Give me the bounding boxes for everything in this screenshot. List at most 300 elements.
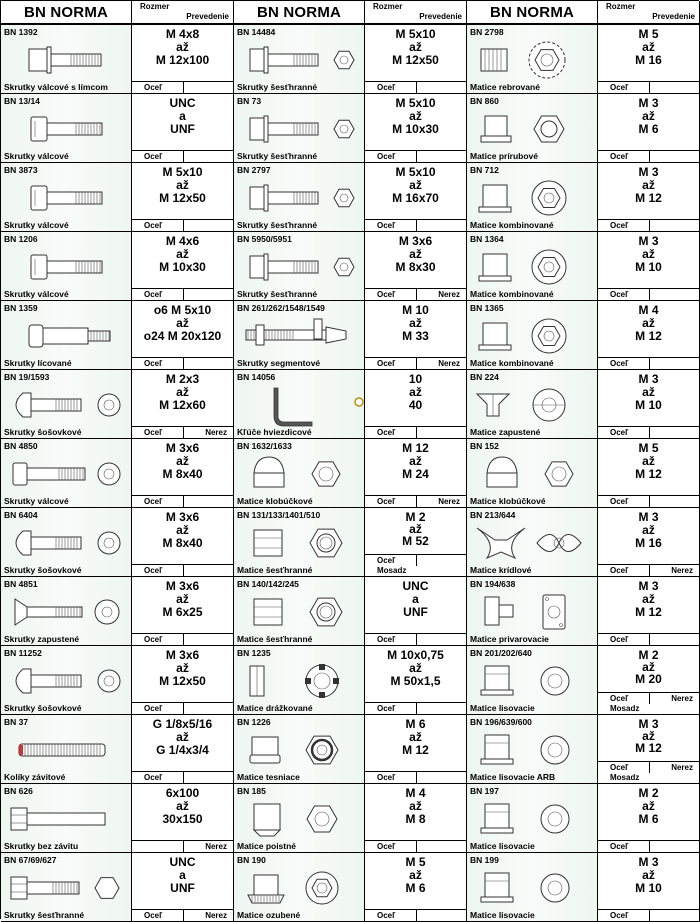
column-title: BN NORMA — [1, 1, 132, 25]
product-code: BN 140/142/245 — [237, 579, 299, 589]
product-name: Matice poistné — [237, 841, 297, 851]
material-row — [598, 150, 699, 162]
size-range — [132, 28, 233, 67]
material-steel: Oceľ — [610, 635, 629, 644]
variant-label: Prevedenie — [419, 12, 462, 21]
material-steel: Oceľ — [610, 842, 629, 851]
product-code: BN 199 — [470, 855, 499, 865]
material-steel: Oceľ — [144, 428, 163, 437]
size-connector: až — [176, 523, 189, 537]
cap-nut-icon — [467, 449, 598, 497]
product-name: Matice lisovacie ARB — [470, 772, 556, 782]
material-divider — [183, 358, 184, 369]
size-range — [365, 649, 466, 688]
product-code: BN 5950/5951 — [237, 234, 292, 244]
size-from: UNC — [169, 855, 196, 869]
product-name: Matice klobúčkové — [237, 496, 313, 506]
material-row — [365, 554, 466, 575]
product-cell — [234, 232, 365, 301]
product-code: BN 1226 — [237, 717, 271, 727]
size-connector: a — [412, 592, 419, 606]
catalog-row — [1, 508, 699, 577]
threaded-pin-icon — [1, 725, 132, 773]
material-steel: Oceľ — [377, 221, 396, 230]
size-to: M 10 — [635, 260, 662, 274]
product-cell — [467, 232, 598, 301]
material-row — [598, 761, 699, 782]
product-cell — [1, 370, 132, 439]
size-to: UNF — [170, 881, 195, 895]
size-from: M 4x6 — [165, 234, 200, 248]
size-label: Rozmer — [140, 2, 170, 11]
material-steel: Oceľ — [377, 497, 396, 506]
material-divider — [649, 841, 650, 852]
size-cell — [598, 94, 700, 163]
product-code: BN 261/262/1548/1549 — [237, 303, 325, 313]
size-label: Rozmer — [606, 2, 636, 11]
product-code: BN 213/644 — [470, 510, 516, 520]
material-steel: Oceľ — [144, 290, 163, 299]
size-cell — [132, 784, 234, 853]
size-cell — [132, 439, 234, 508]
size-from: o6 M 5x10 — [153, 303, 212, 317]
size-from: 6x100 — [165, 786, 200, 800]
material-row — [132, 909, 233, 921]
product-code: BN 14056 — [237, 372, 276, 382]
material-brass: Mosadz — [610, 704, 640, 713]
material-steel: Oceľ — [610, 290, 629, 299]
product-code: BN 1235 — [237, 648, 271, 658]
material-row — [132, 81, 233, 93]
size-range — [598, 856, 699, 895]
product-code: BN 626 — [4, 786, 33, 796]
product-code: BN 860 — [470, 96, 499, 106]
product-name: Skrutky šošovkové — [4, 703, 82, 713]
material-steel: Oceľ — [377, 773, 396, 782]
size-from: M 2 — [638, 648, 659, 662]
catalog-row — [1, 163, 699, 232]
product-cell — [467, 301, 598, 370]
size-to: M 12 — [635, 741, 662, 755]
product-cell — [1, 577, 132, 646]
cheese-head-screw-icon — [1, 449, 132, 497]
serrated-nut-icon — [467, 35, 598, 83]
size-from: M 3 — [638, 372, 659, 386]
product-cell — [1, 301, 132, 370]
size-range — [132, 511, 233, 550]
product-name: Skrutky šošovkové — [4, 565, 82, 575]
product-name: Matice tesniace — [237, 772, 300, 782]
product-name: Kolíky závitové — [4, 772, 66, 782]
column-subheader — [132, 1, 234, 25]
size-to: M 16 — [635, 53, 662, 67]
product-code: BN 37 — [4, 717, 29, 727]
size-from: M 3x6 — [165, 441, 200, 455]
material-row — [132, 219, 233, 231]
product-code: BN 190 — [237, 855, 266, 865]
size-cell — [598, 646, 700, 715]
size-to: M 12 — [635, 467, 662, 481]
size-range — [598, 580, 699, 619]
catalog-row — [1, 25, 699, 94]
size-cell — [132, 232, 234, 301]
size-range — [598, 373, 699, 412]
material-row — [365, 495, 466, 507]
size-to: M 12x50 — [392, 53, 439, 67]
material-steel: Oceľ — [144, 704, 163, 713]
size-connector: až — [176, 661, 189, 675]
material-steel: Oceľ — [144, 359, 163, 368]
product-name: Skrutky válcové — [4, 220, 69, 230]
material-row — [598, 357, 699, 369]
press-nut-icon — [467, 725, 598, 773]
product-name: Matice lisovacie — [470, 910, 535, 920]
column-title: BN NORMA — [467, 1, 598, 25]
size-to: M 12 — [635, 605, 662, 619]
size-connector: až — [642, 523, 655, 537]
size-to: G 1/4x3/4 — [156, 743, 209, 757]
material-row — [598, 219, 699, 231]
catalog-row — [1, 784, 699, 853]
product-name: Matice šesťhranné — [237, 565, 313, 575]
size-connector: až — [642, 109, 655, 123]
product-name: Skrutky lícované — [4, 358, 72, 368]
size-from: M 5x10 — [395, 27, 436, 41]
size-from: M 5 — [405, 855, 426, 869]
size-from: G 1/8x5/16 — [152, 717, 213, 731]
material-divider — [649, 634, 650, 645]
material-row — [598, 840, 699, 852]
size-cell — [598, 163, 700, 232]
material-brass: Mosadz — [610, 773, 640, 782]
product-cell — [1, 439, 132, 508]
material-row — [598, 426, 699, 438]
lock-nut-icon — [234, 794, 365, 842]
material-steel: Oceľ — [144, 566, 163, 575]
catalog-row — [1, 232, 699, 301]
size-range — [365, 718, 466, 757]
unthreaded-bolt-icon — [1, 794, 132, 842]
material-divider — [649, 358, 650, 369]
product-name: Skrutky válcové — [4, 289, 69, 299]
size-to: M 12 — [402, 743, 429, 757]
size-to: M 8x40 — [162, 536, 203, 550]
product-code: BN 11252 — [4, 648, 42, 658]
product-cell — [234, 25, 365, 94]
product-name: Skrutky zapustené — [4, 634, 80, 644]
material-steel: Oceľ — [610, 911, 629, 920]
size-range — [365, 235, 466, 274]
material-row — [132, 771, 233, 783]
size-cell — [598, 577, 700, 646]
material-divider — [416, 358, 417, 369]
size-connector: až — [642, 247, 655, 261]
size-connector: až — [642, 868, 655, 882]
size-cell — [365, 25, 467, 94]
size-range — [132, 787, 233, 826]
size-from: M 6 — [405, 717, 426, 731]
size-range — [132, 856, 233, 895]
material-steel: Oceľ — [377, 911, 396, 920]
size-from: M 5x10 — [162, 165, 203, 179]
material-steel: Oceľ — [377, 359, 396, 368]
torx-key-icon — [234, 380, 365, 428]
product-code: BN 1206 — [4, 234, 38, 244]
size-range — [132, 304, 233, 343]
product-cell — [234, 577, 365, 646]
material-divider — [649, 220, 650, 231]
product-name: Skrutky válcové — [4, 151, 69, 161]
product-name: Matice krídlové — [470, 565, 532, 575]
size-cell — [598, 439, 700, 508]
size-range — [132, 166, 233, 205]
material-divider — [183, 220, 184, 231]
size-range — [365, 166, 466, 205]
material-steel: Oceľ — [610, 428, 629, 437]
product-name: Skrutky válcové s límcom — [4, 82, 108, 92]
size-range — [598, 235, 699, 274]
press-nut-icon — [467, 863, 598, 911]
socket-cap-screw-icon — [1, 242, 132, 290]
product-cell — [467, 784, 598, 853]
size-from: M 5x10 — [395, 165, 436, 179]
size-range — [365, 28, 466, 67]
hex-flange-bolt-icon — [234, 173, 365, 221]
catalog-row — [1, 646, 699, 715]
material-row — [132, 288, 233, 300]
material-steel: Oceľ — [377, 290, 396, 299]
product-cell — [1, 25, 132, 94]
product-code: BN 712 — [470, 165, 499, 175]
product-code: BN 19/1593 — [4, 372, 50, 382]
size-cell — [598, 232, 700, 301]
material-steel: Oceľ — [610, 152, 629, 161]
product-name: Skrutky šesťhranné — [237, 289, 318, 299]
material-row — [365, 633, 466, 645]
size-connector: až — [176, 454, 189, 468]
size-connector: až — [409, 868, 422, 882]
material-divider — [416, 427, 417, 438]
size-to: M 10 — [635, 398, 662, 412]
material-divider — [649, 693, 650, 704]
material-divider — [416, 220, 417, 231]
size-range — [365, 442, 466, 481]
size-connector: až — [176, 592, 189, 606]
size-cell — [132, 163, 234, 232]
size-cell — [365, 301, 467, 370]
size-cell — [598, 715, 700, 784]
product-code: BN 185 — [237, 786, 266, 796]
material-steel: Oceľ — [377, 704, 396, 713]
product-code: BN 6404 — [4, 510, 38, 520]
size-cell — [365, 163, 467, 232]
size-to: M 6 — [405, 881, 426, 895]
product-code: BN 4850 — [4, 441, 38, 451]
product-name: Skrutky válcové — [4, 496, 69, 506]
size-connector: až — [642, 316, 655, 330]
product-cell — [467, 94, 598, 163]
product-name: Matice kombinované — [470, 358, 554, 368]
size-connector: až — [176, 316, 189, 330]
product-code: BN 14484 — [237, 27, 276, 37]
size-from: UNC — [169, 96, 196, 110]
product-name: Skrutky šesťhranné — [237, 82, 318, 92]
size-cell — [365, 577, 467, 646]
material-row — [365, 288, 466, 300]
size-from: M 3 — [638, 510, 659, 524]
size-from: M 4x8 — [165, 27, 200, 41]
size-connector: až — [176, 40, 189, 54]
material-divider — [183, 910, 184, 921]
size-to: M 10 — [635, 881, 662, 895]
size-range — [365, 373, 466, 412]
combi-nut-icon — [467, 242, 598, 290]
material-steel: Oceľ — [377, 428, 396, 437]
material-stainless: Nerez — [438, 290, 460, 299]
size-cell — [365, 94, 467, 163]
size-connector: až — [176, 799, 189, 813]
size-to: M 6 — [638, 812, 659, 826]
size-range — [365, 97, 466, 136]
material-divider — [416, 703, 417, 714]
size-cell — [132, 715, 234, 784]
size-range — [365, 304, 466, 343]
product-code: BN 1365 — [470, 303, 504, 313]
product-cell — [467, 25, 598, 94]
size-to: 30x150 — [162, 812, 203, 826]
size-cell — [132, 301, 234, 370]
size-from: M 4 — [638, 303, 659, 317]
material-row — [132, 633, 233, 645]
product-name: Matice lisovacie — [470, 703, 535, 713]
size-range — [365, 787, 466, 826]
size-from: 10 — [408, 372, 423, 386]
size-cell — [598, 25, 700, 94]
product-code: BN 201/202/640 — [470, 648, 532, 658]
product-name: Matice klobúčkové — [470, 496, 546, 506]
size-to: o24 M 20x120 — [143, 329, 222, 343]
catalog-row — [1, 94, 699, 163]
variant-label: Prevedenie — [652, 12, 695, 21]
material-steel: Oceľ — [144, 152, 163, 161]
material-steel: Oceľ — [377, 83, 396, 92]
product-code: BN 194/638 — [470, 579, 516, 589]
material-row — [132, 495, 233, 507]
catalog-row — [1, 577, 699, 646]
product-cell — [467, 508, 598, 577]
material-row — [598, 692, 699, 713]
size-cell — [132, 25, 234, 94]
material-divider — [183, 703, 184, 714]
size-range — [598, 97, 699, 136]
size-range — [598, 649, 699, 685]
size-from: M 2 — [405, 510, 426, 524]
size-from: M 4 — [405, 786, 426, 800]
size-range — [598, 28, 699, 67]
material-divider — [416, 496, 417, 507]
product-cell — [1, 646, 132, 715]
product-cell — [234, 508, 365, 577]
material-row — [365, 219, 466, 231]
size-range — [132, 235, 233, 274]
flange-socket-bolt-icon — [1, 35, 132, 83]
size-range — [365, 511, 466, 547]
material-divider — [649, 910, 650, 921]
product-name: Skrutky šesťhranné — [4, 910, 85, 920]
catalog-row — [1, 853, 699, 922]
product-cell — [234, 784, 365, 853]
product-name: Kľúče hviezdicové — [237, 427, 312, 437]
size-from: M 3x6 — [165, 510, 200, 524]
size-to: UNF — [170, 122, 195, 136]
material-divider — [416, 634, 417, 645]
size-to: M 12 — [635, 329, 662, 343]
product-name: Matice rebrované — [470, 82, 540, 92]
material-stainless: Nerez — [671, 566, 693, 575]
product-name: Skrutky šesťhranné — [237, 151, 318, 161]
material-row — [365, 702, 466, 714]
countersunk-nut-icon — [467, 380, 598, 428]
size-range — [132, 442, 233, 481]
product-cell — [234, 370, 365, 439]
material-row — [365, 909, 466, 921]
material-row — [365, 840, 466, 852]
product-cell — [234, 646, 365, 715]
size-cell — [365, 370, 467, 439]
material-steel: Oceľ — [144, 83, 163, 92]
material-stainless: Nerez — [205, 842, 227, 851]
size-cell — [365, 646, 467, 715]
size-connector: až — [409, 178, 422, 192]
material-divider — [649, 762, 650, 773]
catalog-row — [1, 715, 699, 784]
material-steel: Oceľ — [377, 842, 396, 851]
size-cell — [365, 508, 467, 577]
product-name: Skrutky segmentové — [237, 358, 321, 368]
button-head-screw-icon — [1, 656, 132, 704]
material-steel: Oceľ — [610, 763, 629, 772]
catalog-header — [1, 1, 699, 25]
size-cell — [132, 370, 234, 439]
product-code: BN 131/133/1401/510 — [237, 510, 321, 520]
size-connector: až — [176, 247, 189, 261]
product-code: BN 4851 — [4, 579, 38, 589]
product-code: BN 3873 — [4, 165, 38, 175]
material-row — [365, 357, 466, 369]
product-name: Matice lisovacie — [470, 841, 535, 851]
material-row — [132, 357, 233, 369]
material-steel: Oceľ — [610, 221, 629, 230]
size-from: M 3 — [638, 855, 659, 869]
product-cell — [234, 715, 365, 784]
size-from: M 3x6 — [165, 648, 200, 662]
size-from: M 12 — [402, 441, 429, 455]
size-to: M 20 — [635, 672, 662, 686]
combi-nut-icon — [467, 311, 598, 359]
size-connector: až — [642, 592, 655, 606]
size-to: M 12x50 — [159, 191, 206, 205]
press-nut-icon — [467, 794, 598, 842]
size-to: M 12x50 — [159, 674, 206, 688]
product-cell — [1, 853, 132, 922]
size-connector: až — [642, 799, 655, 813]
material-row — [132, 702, 233, 714]
size-from: M 3 — [638, 96, 659, 110]
size-from: M 10 — [402, 303, 429, 317]
size-to: M 6 — [638, 122, 659, 136]
button-head-screw-icon — [1, 518, 132, 566]
column-title: BN NORMA — [234, 1, 365, 25]
